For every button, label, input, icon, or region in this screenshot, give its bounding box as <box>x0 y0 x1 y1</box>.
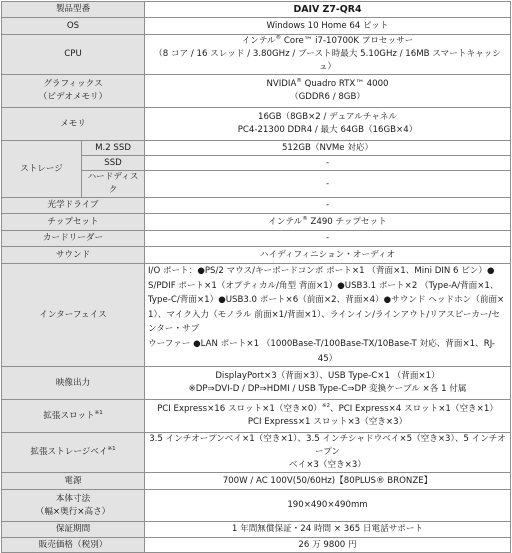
chipset-brand: インテル <box>268 216 303 227</box>
label-video: 映像出力 <box>2 367 145 400</box>
row-storage-m2 <box>2 141 511 156</box>
slots-x4: 、PCI Express×4 スロット×1（空き×1） <box>330 404 498 415</box>
label-storage: ストレージ <box>2 141 82 198</box>
cpu-line-1 <box>148 35 507 48</box>
label-power: 電源 <box>2 473 145 490</box>
value-graphics <box>145 75 511 108</box>
slots-line-1 <box>148 403 507 416</box>
label-size-2: （幅×奥行×高さ） <box>35 506 111 517</box>
note-marker: ※1 <box>94 409 103 416</box>
value-m2-ssd: 512GB（NVMe 対応） <box>145 141 511 156</box>
video-line-2: ※DP⇒DVI-D / DP⇒HDMI / USB Type-C⇒DP 変換ケーブル ×各 1 付属 <box>188 384 467 395</box>
cpu-line-2: （8 コア / 16 スレッド / 3.80GHz / ブースト時最大 5.10GHz / 16MB スマートキャッシュ） <box>154 49 501 72</box>
label-warranty: 保証期間 <box>2 522 145 538</box>
value-memory <box>145 108 511 141</box>
label-bays <box>2 433 145 473</box>
label-memory: メモリ <box>2 108 145 141</box>
row-bays <box>2 433 511 473</box>
value-ssd: - <box>145 156 511 171</box>
label-size-1: 本体寸法 <box>55 493 91 504</box>
graphics-line-2: （GDDR6 / 8GB） <box>290 92 365 102</box>
row-cpu <box>2 35 511 75</box>
value-slots <box>145 400 511 433</box>
label-ssd: SSD <box>82 156 145 171</box>
registered-mark: ® <box>302 215 308 222</box>
row-model <box>2 2 511 18</box>
value-hdd: - <box>145 171 511 198</box>
value-power: 700W / AC 100V(50/60Hz)【80PLUS® BRONZE】 <box>145 473 511 490</box>
row-interface <box>2 264 511 367</box>
label-graphics <box>2 75 145 108</box>
label-graphics-1: グラフィックス <box>43 79 103 89</box>
label-os: OS <box>2 18 145 35</box>
value-size: 190×490×490mm <box>145 490 511 522</box>
interface-line: I/O ポート：●PS/2 マウス/キーボードコンボ ポート×1 （背面×1、Mini DIN 6 ピン）● <box>148 266 495 276</box>
memory-line-1: 16GB（8GB×2 / デュアルチャネル <box>257 112 398 122</box>
interface-line: 1）、マイク入力（モノラル 前面×1/背面×1）、ラインイン/ラインアウト/リアスピーカー/センター・サブ <box>148 309 501 335</box>
value-chipset <box>145 214 511 231</box>
label-graphics-2: （ビデオメモリ） <box>38 92 108 102</box>
value-video <box>145 367 511 400</box>
video-line-1: DisplayPort×3（背面×3）、USB Type-C×1 （背面×1） <box>215 371 440 382</box>
interface-line: S/PDIF ポート×1（オプティカル/角型 背面×1）●USB3.1 ポート×2 （Type-A/背面×1、 <box>148 280 499 291</box>
label-cardreader: カードリーダー <box>2 231 145 247</box>
row-size <box>2 490 511 522</box>
label-slots-text: 拡張スロット <box>43 410 95 421</box>
slots-x16: PCI Express×16 スロット×1（空き×0） <box>157 404 322 415</box>
registered-mark: ® <box>275 35 282 42</box>
bays-line-2: ベイ×3（空き×3） <box>289 460 366 471</box>
label-price: 販売価格（税別） <box>2 538 145 553</box>
value-price: 26 万 9800 円 <box>145 538 511 553</box>
row-slots <box>2 400 511 433</box>
note-marker: ※1 <box>107 446 116 453</box>
value-cardreader: - <box>145 231 511 247</box>
bays-line-1: 3.5 インチオープンベイ×1（空き×1）、3.5 インチシャドウベイ×5（空き×3）、5 インチオープン <box>149 434 506 458</box>
value-bays <box>145 433 511 473</box>
row-optical <box>2 198 511 214</box>
label-interface: インターフェイス <box>2 264 145 367</box>
label-chipset: チップセット <box>2 214 145 231</box>
cpu-model: Core™ i7-10700K プロセッサー <box>281 36 414 46</box>
value-os: Windows 10 Home 64 ビット <box>145 18 511 35</box>
cpu-brand: インテル <box>241 36 276 46</box>
row-warranty <box>2 522 511 538</box>
label-slots <box>2 400 145 433</box>
row-cardreader <box>2 231 511 247</box>
label-hdd: ハードディスク <box>82 171 145 198</box>
row-memory <box>2 108 511 141</box>
value-model: DAIV Z7-QR4 <box>145 2 511 18</box>
value-interface <box>145 264 511 367</box>
row-graphics <box>2 75 511 108</box>
note-marker: ※2 <box>321 403 330 410</box>
interface-line: Type-C/背面×1）●USB3.0 ポート×6（前面×2、背面×4）●サウンド ヘッドホン（前面× <box>148 295 505 306</box>
gpu-model: Quadro RTX™ 4000 <box>301 79 389 89</box>
value-optical: - <box>145 198 511 214</box>
memory-line-2: PC4-21300 DDR4 / 最大 64GB（16GB×4） <box>237 125 418 135</box>
interface-line: 45） <box>317 353 338 364</box>
label-optical: 光学ドライブ <box>2 198 145 214</box>
label-size <box>2 490 145 522</box>
value-sound: ハイディフィニション・オーディオ <box>145 247 511 264</box>
slots-line-2: PCI Express×1 スロット×3（空き×3） <box>247 417 408 428</box>
label-cpu: CPU <box>2 35 145 75</box>
graphics-line-1 <box>148 78 507 91</box>
label-bays-text: 拡張ストレージベイ <box>30 447 108 458</box>
registered-mark: ® <box>296 78 302 85</box>
interface-line: ウーファー ●LAN ポート×1 （1000Base-T/100Base-TX/10Base-T 対応、背面×1、RJ- <box>148 338 496 349</box>
spec-table <box>1 1 511 553</box>
label-m2-ssd: M.2 SSD <box>82 141 145 156</box>
value-warranty: 1 年間無償保証・24 時間 × 365 日電話サポート <box>145 522 511 538</box>
row-chipset <box>2 214 511 231</box>
row-sound <box>2 247 511 264</box>
row-video <box>2 367 511 400</box>
row-price <box>2 538 511 553</box>
row-power <box>2 473 511 490</box>
chipset-model: Z490 チップセット <box>307 216 387 227</box>
label-model: 製品型番 <box>2 2 145 18</box>
row-os <box>2 18 511 35</box>
label-sound: サウンド <box>2 247 145 264</box>
value-cpu <box>145 35 511 75</box>
gpu-brand: NVIDIA <box>266 79 297 89</box>
